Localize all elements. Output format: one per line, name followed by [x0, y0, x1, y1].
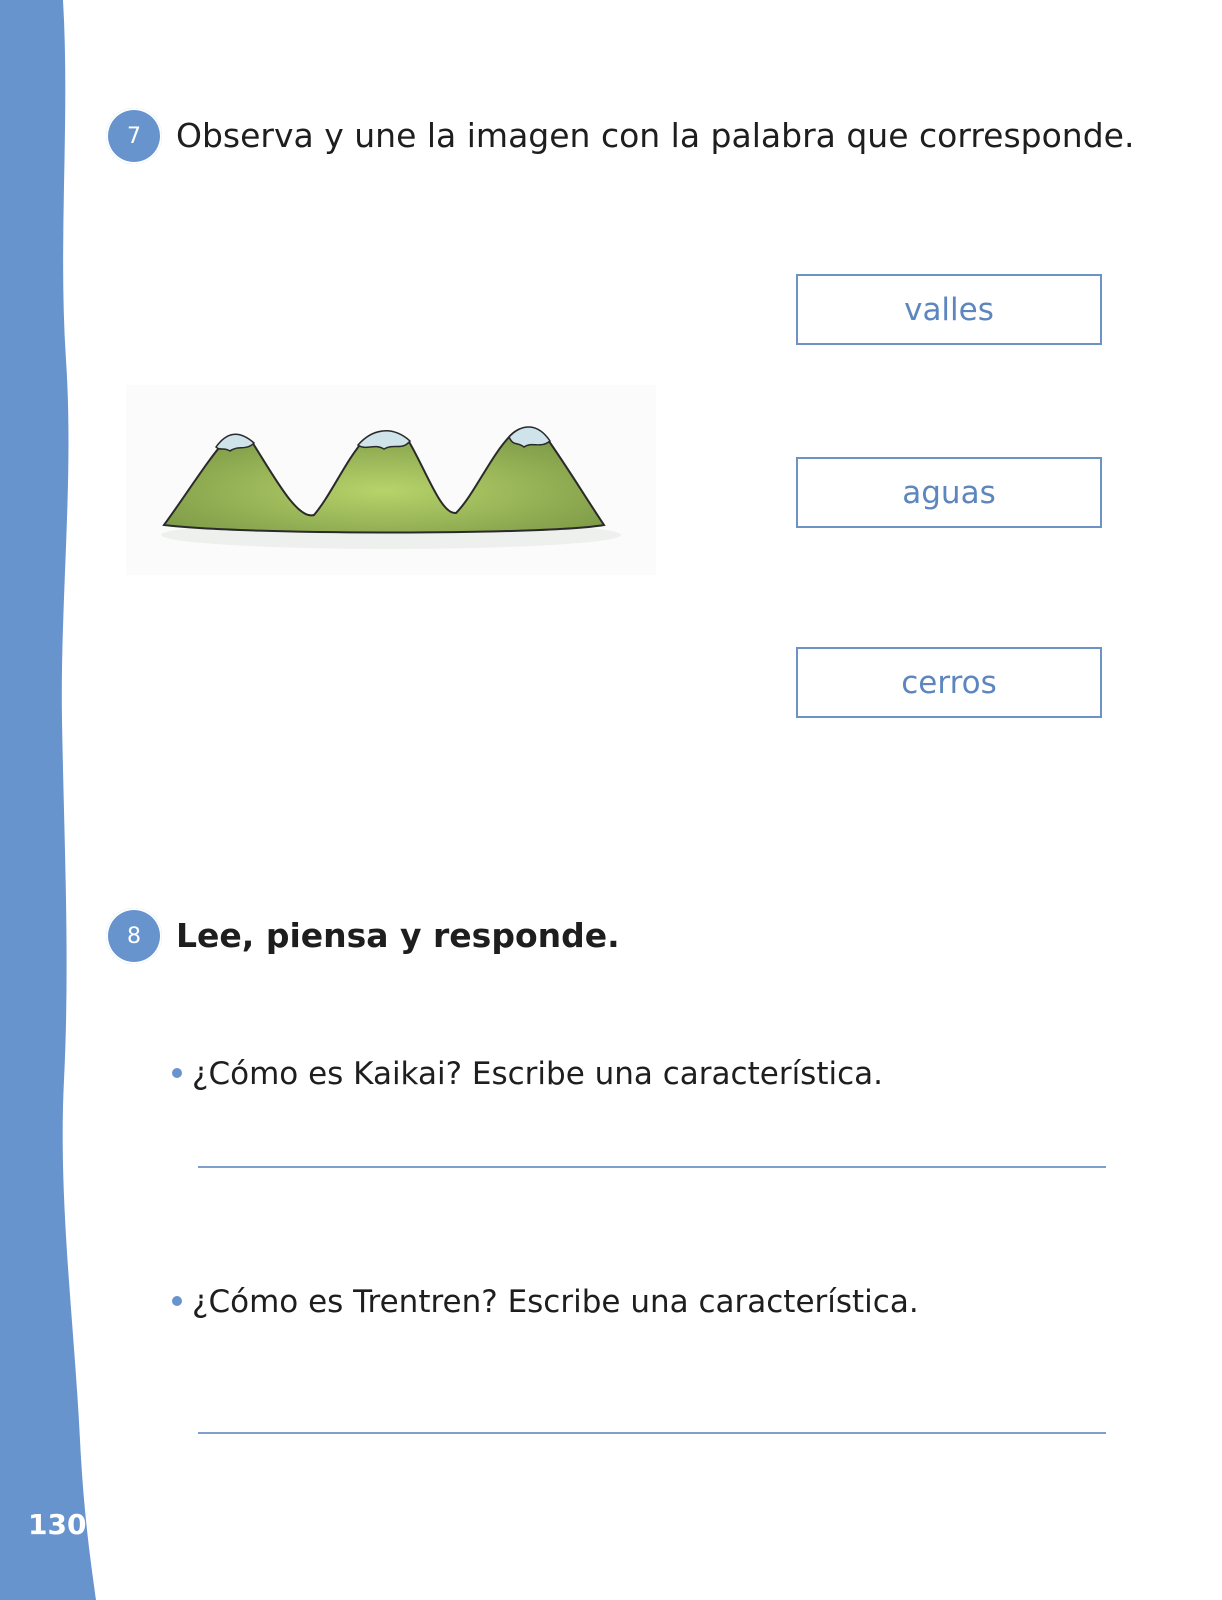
side-band — [0, 0, 110, 1600]
question-text: ¿Cómo es Trentren? Escribe una característica. — [192, 1284, 919, 1320]
exercise-number-badge: 8 — [106, 908, 162, 964]
exercise-number-badge: 7 — [106, 108, 162, 164]
page-number: 130 — [28, 1508, 87, 1541]
mountains-illustration — [126, 385, 656, 575]
answer-line-kaikai[interactable] — [198, 1166, 1106, 1168]
bullet-icon — [172, 1296, 182, 1306]
word-box-valles[interactable]: valles — [796, 274, 1102, 345]
word-box-aguas[interactable]: aguas — [796, 457, 1102, 528]
bullet-icon — [172, 1068, 182, 1078]
exercise-instruction: Lee, piensa y responde. — [176, 916, 620, 955]
answer-line-trentren[interactable] — [198, 1432, 1106, 1434]
exercise-instruction: Observa y une la imagen con la palabra que corresponde. — [176, 116, 1135, 155]
question-kaikai — [172, 1054, 883, 1094]
question-trentren — [172, 1282, 919, 1322]
word-box-cerros[interactable]: cerros — [796, 647, 1102, 718]
question-text: ¿Cómo es Kaikai? Escribe una característica. — [192, 1056, 883, 1092]
